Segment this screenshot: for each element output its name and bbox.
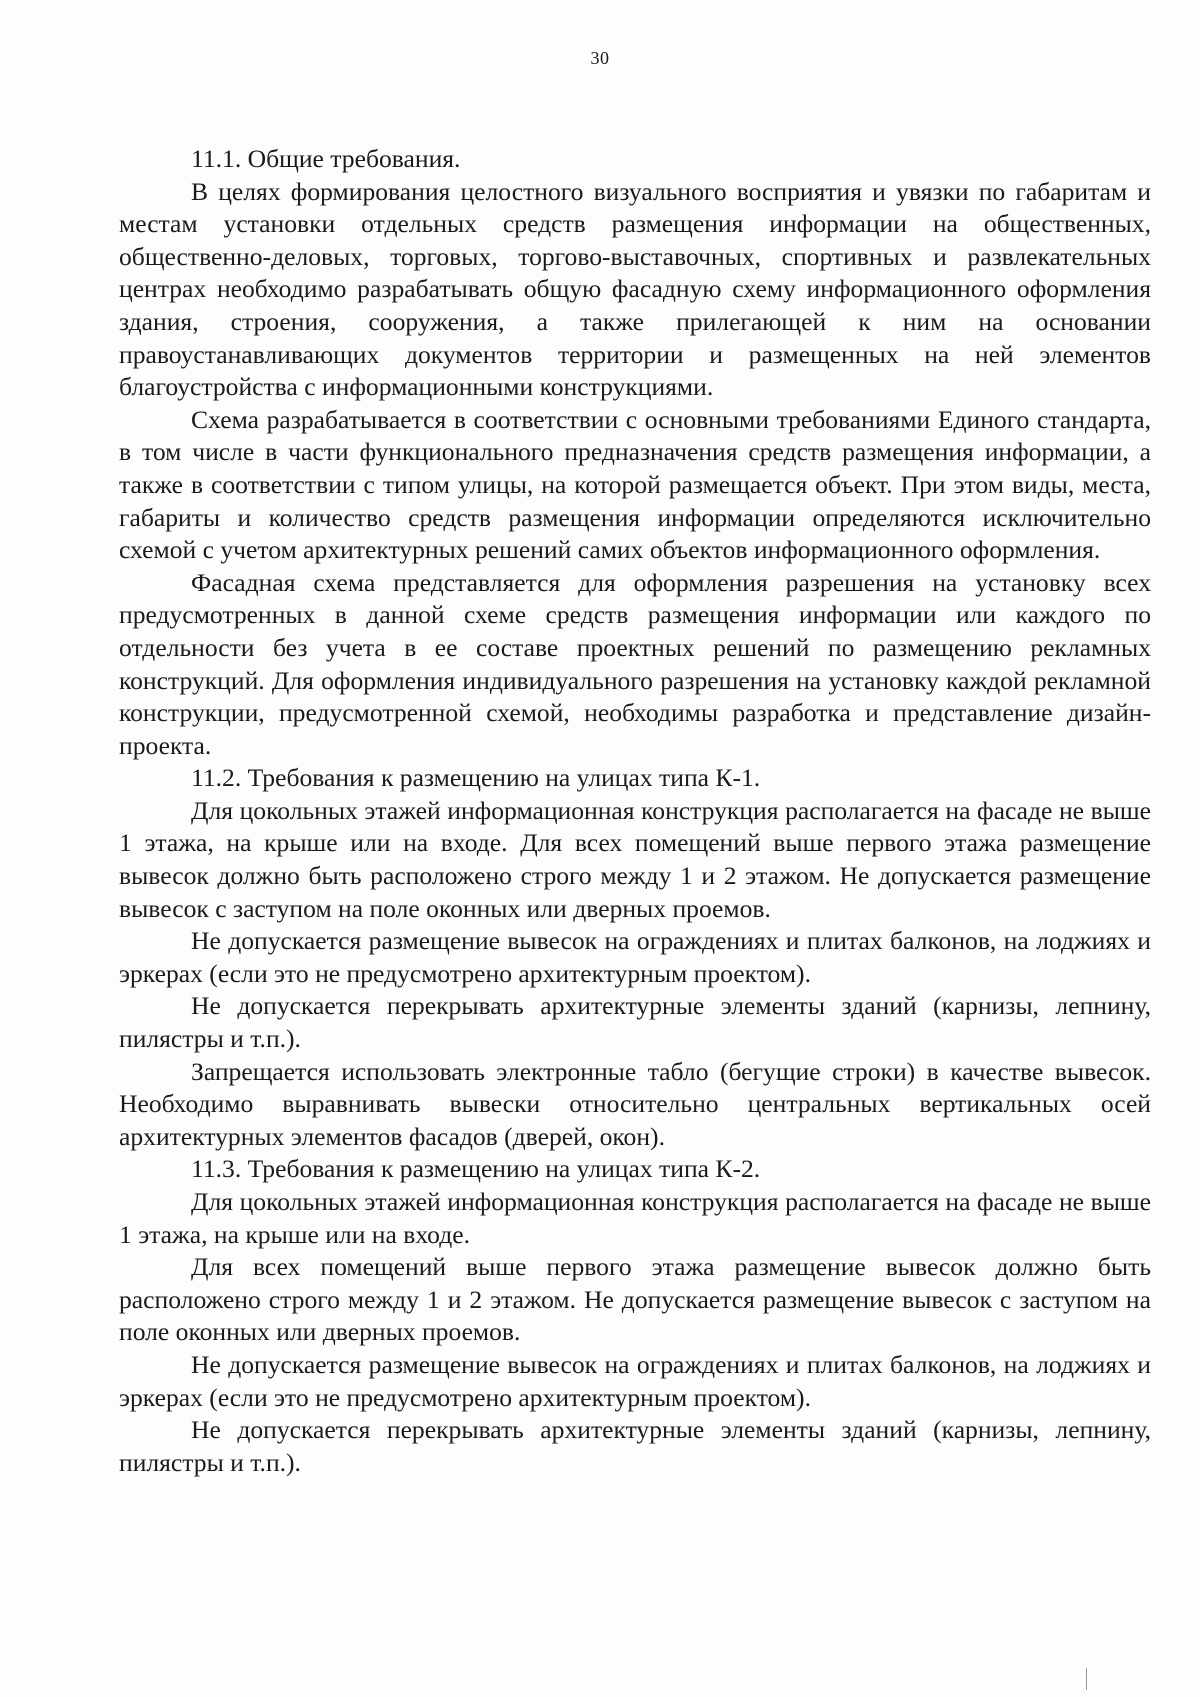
paragraph: Схема разрабатывается в соответствии с основными требованиями Единого стандарта, в том числе в части функционального предназначения средств размещения информации, а также в соответствии с типом улицы, на которой размещается объект. При этом виды, места, габариты и количество средств размещения информации определяются исключительно схемой с учетом архитектурных решений самих объектов информационного оформления. xyxy=(119,404,1151,565)
paragraph: Для всех помещений выше первого этажа размещение вывесок должно быть расположено строго между 1 и 2 этажом. Не допускается размещение вывесок с заступом на поле оконных или дверных проемов. xyxy=(119,1252,1151,1347)
section-heading-11-3: 11.3. Требования к размещению на улицах типа К-2. xyxy=(191,1154,761,1184)
paragraph: Не допускается перекрывать архитектурные элементы зданий (карнизы, лепнину, пилястры и т.п.). xyxy=(119,991,1151,1054)
paragraph: Не допускается перекрывать архитектурные элементы зданий (карнизы, лепнину, пилястры и т.п.). xyxy=(119,1415,1151,1477)
section-heading-11-2: 11.2. Требования к размещению на улицах типа К-1. xyxy=(191,763,761,793)
page-number: 30 xyxy=(590,48,610,68)
scan-edge-mark xyxy=(1086,1668,1087,1690)
paragraph: Не допускается размещение вывесок на ограждениях и плитах балконов, на лоджиях и эркерах (если это не предусмотрено архитектурным проектом). xyxy=(119,926,1151,988)
paragraph: Фасадная схема представляется для оформления разрешения на установку всех предусмотренных в данной схеме средств размещения информации или каждого по отдельности без учета в ее составе проектных решений по размещению рекламных конструкций. Для оформления индивидуального разрешения на установку каждой рекламной конструкции, предусмотренной схемой, необходимы разработка и представление дизайн-проекта. xyxy=(119,567,1151,760)
document-body xyxy=(119,143,1151,1479)
paragraph: В целях формирования целостного визуального восприятия и увязки по габаритам и местам установки отдельных средств размещения информации на общественных, общественно-деловых, торговых, торгово-выставочных, спортивных и развлекательных центрах необходимо разрабатывать общую фасадную схему информационного оформления здания, строения, сооружения, а также прилегающей к ним на основании правоустанавливающих документов территории и размещенных на ней элементов благоустройства с информационными конструкциями. xyxy=(119,176,1151,402)
section-heading-11-1: 11.1. Общие требования. xyxy=(191,144,461,173)
paragraph: Запрещается использовать электронные табло (бегущие строки) в качестве вывесок. Необходимо выравнивать вывески относительно центральных вертикальных осей архитектурных элементов фасадов (дверей, окон). xyxy=(119,1056,1151,1151)
paragraph: Для цокольных этажей информационная конструкция располагается на фасаде не выше 1 этажа, на крыше или на входе. Для всех помещений выше первого этажа размещение вывесок должно быть расположено строго между 1 и 2 этажом. Не допускается размещение вывесок с заступом на поле оконных или дверных проемов. xyxy=(119,795,1151,923)
paragraph: Не допускается размещение вывесок на ограждениях и плитах балконов, на лоджиях и эркерах (если это не предусмотрено архитектурным проектом). xyxy=(119,1349,1151,1412)
paragraph: Для цокольных этажей информационная конструкция располагается на фасаде не выше 1 этажа, на крыше или на входе. xyxy=(119,1187,1151,1249)
